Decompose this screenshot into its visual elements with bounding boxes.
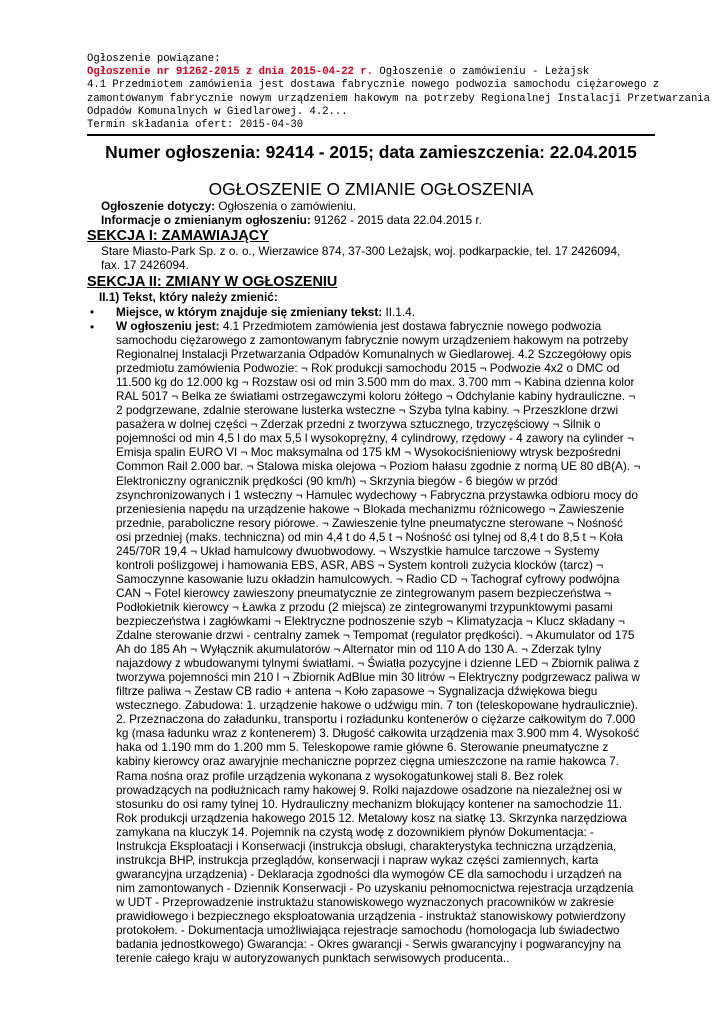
section-1-heading: SEKCJA I: ZAMAWIAJĄCY <box>87 228 269 244</box>
related-notice <box>87 53 711 132</box>
body-text-line: Elektroniczny ogranicznik prędkości (90 km/h) ¬ Skrzynia biegów - 6 biegów w przód <box>116 473 558 488</box>
body-text-line: najazdowy z wbudowanymi tylnymi światłami. ¬ Światła pozycyjne i dzienne LED ¬ Zbiornik paliwa z <box>116 656 640 671</box>
change-location-value: II.1.4. <box>382 305 415 319</box>
body-text-line: przedmiotu zamówienia Podwozie: ¬ Rok produkcji samochodu 2015 ¬ Podwozie 4x2 o DMC od <box>116 361 620 376</box>
body-text-line: protokołem. - Dokumentacja umożliwiająca rejestracje samochodu (homologacja lub świadectwo <box>116 923 620 938</box>
related-deadline: Termin składania ofert: 2015-04-30 <box>87 119 304 132</box>
body-text-line: w UDT - Przeprowadzenie instruktażu stanowiskowego wyznaczonych pracowników w zakresie <box>116 894 615 909</box>
body-text-line: 2 podgrzewane, zdalnie sterowane lusterka wsteczne ¬ Szyba tylna kabiny. ¬ Przeszklone drzwi <box>116 403 619 418</box>
body-text-line: instrukcja BHP, instrukcja przeglądów, konserwacji i napraw wykaz części zamiennych, karta <box>116 852 599 867</box>
related-summary-line: zamontowanym fabrycznie nowym urządzeniem hakowym na potrzeby Regionalnej Instalacji Przetwarzania <box>87 92 711 105</box>
body-text-line: Samoczynne kasowanie luzu okładzin hamulcowych. ¬ Radio CD ¬ Tachograf cyfrowy podwójna <box>116 571 620 586</box>
body-text-line: samochodu ciężarowego z zamontowanym fabrycznie nowym urządzeniem hakowym na potrzeby <box>116 333 629 348</box>
notice-number-heading: Numer ogłoszenia: 92414 - 2015; data zamieszczenia: 22.04.2015 <box>105 142 637 162</box>
body-text-line: Emisja spalin EURO VI ¬ Moc maksymalna od 175 kM ¬ Wysokociśnieniowy wtrysk bezpośredni <box>116 445 621 460</box>
related-link-suffix: Ogłoszenie o zamówieniu - Leżajsk <box>373 66 590 79</box>
address-line: fax. 17 2426094. <box>101 258 189 273</box>
body-text-line: Ah do 185 Ah ¬ Wyłącznik akumulatorów ¬ Alternator min od 110 A do 130 A. ¬ Zderzak tylny <box>116 642 602 657</box>
body-text-line: stosunku do osi ramy tylnej 10. Hydrauliczny mechanizm blokujący kontener na samochodzie 11. <box>116 796 622 811</box>
change-location-item <box>116 305 659 319</box>
changed-notice-label: Informacje o zmienianym ogłoszeniu: <box>101 213 311 227</box>
related-heading: Ogłoszenie powiązane: <box>87 53 221 65</box>
body-text-line: pasażera w dolnej części ¬ Zderzak przedni z tworzywa sztucznego, trzyczęściowy ¬ Silnik o <box>116 417 601 432</box>
body-text-line: prawidłowego i bezpiecznego eksploatowania urządzenia - instruktaż stanowiskowy potwierdzony <box>116 908 626 923</box>
body-text-line: Zdalne sterowanie drzwi - centralny zamek ¬ Tempomat (regulator prędkości). ¬ Akumulator od 175 <box>116 628 635 643</box>
notice-concerns <box>101 199 356 213</box>
body-text-line: wstecznego. Zabudowa: 1. urządzenie hakowe o udźwigu min. 7 ton (teleskopowane hydraulicznie). <box>116 698 638 713</box>
body-text-line: haka od 1.190 mm do 1.200 mm 5. Teleskopowe ramie główne 6. Sterowanie pneumatyczne z <box>116 740 609 755</box>
body-text-line: Regionalnej Instalacji Przetwarzania Odpadów Komunalnych w Giedlarowej. 4.2 Szczegółowy opis <box>116 347 632 362</box>
body-text-line: Rama nośna oraz profile urządzenia wykonana z wysokogatunkowej stali 8. Bez rolek <box>116 768 564 783</box>
body-text-line: przednie, paraboliczne resory piórowe. ¬ Zawieszenie tylne pneumatyczne sterowane ¬ Nośność <box>116 515 623 530</box>
body-text-line: zsynchronizowanych i 1 wsteczny ¬ Hamulec wydechowy ¬ Fabryczna przystawka odbioru mocy do <box>116 487 638 502</box>
body-text-line: Rok produkcji urządzenia hakowego 2015 12. Metalowy kosz na siatkę 13. Skrzynka narzędziowa <box>116 810 627 825</box>
concerns-value: Ogłoszenia o zamówieniu. <box>215 199 357 213</box>
body-text-line: terenie całego kraju w autoryzowanych punktach serwisowych producenta.. <box>116 951 510 966</box>
body-text-line: Podłokietnik kierowcy ¬ Ławka z przodu (2 miejsca) ze zintegrowanymi trzypunktowymi pasami <box>116 599 613 614</box>
body-text-line: kontroli poślizgowej i hamowania EBS, ASR, ABS ¬ System kontroli zużycia klocków (tarcz) ¬ <box>116 557 604 572</box>
body-text-line: osi przedniej (maks. techniczna) od min 4,4 t do 4,5 t ¬ Nośność osi tylnej od 8,4 t do 8,5 t ¬ Koła <box>116 529 623 544</box>
section-2-subheading: II.1) Tekst, który należy zmienić: <box>99 290 278 304</box>
body-text-line: badania jednostkowego) Gwarancja: - Okres gwarancji - Serwis gwarancyjny i pogwarancyjny na <box>116 937 621 952</box>
body-text-line: nim zamontowanych - Dziennik Konserwacji - Po uzyskaniu pełnomocnictwa rejestracja urządzenia <box>116 880 634 895</box>
contracting-authority-address <box>101 244 656 273</box>
body-text-line: tworzywa pojemności min 210 l ¬ Zbiornik AdBlue min 30 litrów ¬ Elektryczny podgrzewacz paliwa w <box>116 670 640 685</box>
original-text-start: 4.1 Przedmiotem zamówienia jest dostawa fabrycznie nowego podwozia <box>219 319 602 333</box>
body-text-line: Common Rail 2.000 bar. ¬ Stalowa miska olejowa ¬ Poziom hałasu zgodnie z normą UE 80 dB(A). ¬ <box>116 459 641 474</box>
original-text-lines <box>116 333 661 965</box>
body-text-line: 11.500 kg do 12.000 kg ¬ Rozstaw osi od min 3.500 mm do max. 3.700 mm ¬ Kabina dzienna kolor <box>116 375 635 390</box>
horizontal-divider <box>87 134 655 136</box>
bullet-icon: • <box>90 305 95 319</box>
address-line: Stare Miasto-Park Sp. z o. o., Wierzawice 874, 37-300 Leżajsk, woj. podkarpackie, tel. 17 2426094, <box>101 244 621 258</box>
original-text-body <box>116 319 661 969</box>
body-text-line: gwarancyjna urządzenia) - Deklaracja zgodności dla wymogów CE dla samochodu i urządzeń na <box>116 866 622 881</box>
changed-notice-info <box>101 213 482 227</box>
related-summary-line: Odpadów Komunalnych w Giedlarowej. 4.2... <box>87 105 348 118</box>
body-text-line: kg (masa ładunku wraz z kontenerem) 3. Długość całkowita urządzenia max 3.900 mm 4. Wysokość <box>116 726 640 741</box>
body-text-line: bezpieczeństwa i zagłówkami ¬ Elektryczne podnoszenie szyb ¬ Klimatyzacja ¬ Klucz składany ¬ <box>116 613 625 628</box>
section-2-heading: SEKCJA II: ZMIANY W OGŁOSZENIU <box>87 274 338 290</box>
body-text-line: 2. Przeznaczona do załadunku, transportu i rozładunku kontenerów o ciężarze całkowitym do 7.000 <box>116 712 636 727</box>
body-text-line: Instrukcja Eksploatacji i Konserwacji (instrukcja obsługi, charakterystyka techniczna urządzenia, <box>116 838 617 853</box>
body-text-line: CAN ¬ Fotel kierowcy zawieszony pneumatycznie ze zintegrowanym pasem bezpieczeństwa ¬ <box>116 585 612 600</box>
concerns-label: Ogłoszenie dotyczy: <box>101 199 216 213</box>
related-summary-line: 4.1 Przedmiotem zamówienia jest dostawa fabrycznie nowego podwozia samochodu ciężarowego z <box>87 79 660 92</box>
related-notice-link[interactable]: Ogłoszenie nr 91262-2015 z dnia 2015-04-22 r. <box>87 66 374 79</box>
body-text-line: przeniesienia napędu na urządzenie hakowe ¬ Blokada mechanizmu różnicowego ¬ Zawieszenie <box>116 501 625 516</box>
body-text-line: zamykana na kluczyk 14. Pojemnik na czystą wodę z dozownikiem płynów Dokumentacja: - <box>116 824 594 839</box>
body-text-line: kabiny kierowcy oraz awaryjnie mechaniczne poprzez cięgna umieszczone na ramie hakowca 7. <box>116 754 619 769</box>
bullet-icon: • <box>90 320 95 334</box>
body-text-line: filtrze paliwa ¬ Zestaw CB radio + antena ¬ Koło zapasowe ¬ Sygnalizacja dźwiękowa biegu <box>116 684 598 699</box>
body-text-line: prowadzących na podłużnicach ramy hakowej 9. Rolki najazdowe osadzone na niezależnej osi w <box>116 782 622 797</box>
original-text-label: W ogłoszeniu jest: <box>116 319 220 333</box>
original-text-first-line <box>116 319 661 333</box>
body-text-line: RAL 5017 ¬ Belka ze światłami ostrzegawczymi koloru żółtego ¬ Odchylanie kabiny hydrauliczne. ¬ <box>116 389 636 404</box>
notice-title: OGŁOSZENIE O ZMIANIE OGŁOSZENIA <box>208 179 534 199</box>
changed-notice-value: 91262 - 2015 data 22.04.2015 r. <box>310 213 482 227</box>
body-text-line: pojemności od min 4,5 l do max 5,5 l wysokoprężny, 4 cylindrowy, rzędowy - 4 zawory na cylinder ¬ <box>116 431 634 446</box>
related-link-line <box>87 66 657 79</box>
body-text-line: 245/70R 19,4 ¬ Układ hamulcowy dwuobwodowy. ¬ Wszystkie hamulce tarczowe ¬ Systemy <box>116 543 600 558</box>
change-location-label: Miejsce, w którym znajduje się zmieniany tekst: <box>116 305 383 319</box>
